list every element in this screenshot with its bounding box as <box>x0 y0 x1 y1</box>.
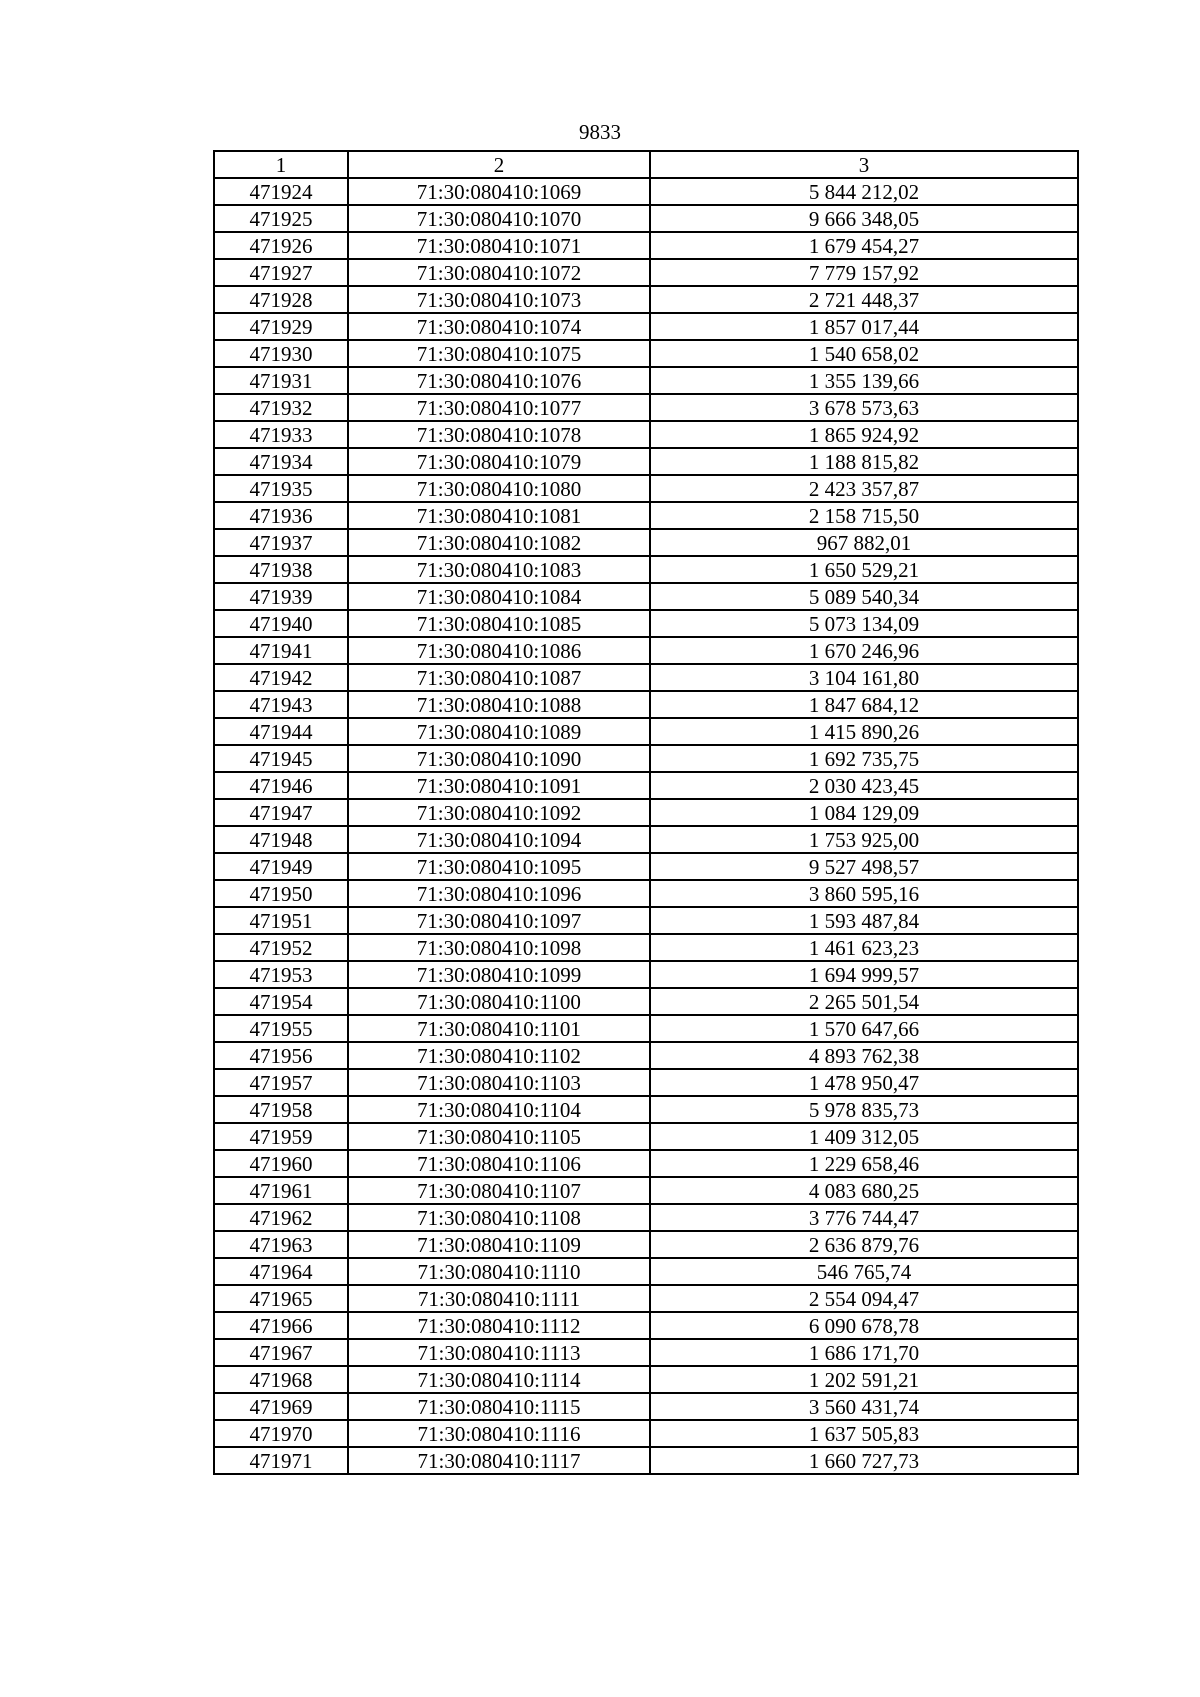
cadastral-number-cell: 71:30:080410:1080 <box>348 475 650 502</box>
record-number-cell: 471967 <box>214 1339 348 1366</box>
record-number-cell: 471929 <box>214 313 348 340</box>
cadastral-number-cell: 71:30:080410:1105 <box>348 1123 650 1150</box>
cadastral-number-cell: 71:30:080410:1110 <box>348 1258 650 1285</box>
value-cell: 1 570 647,66 <box>650 1015 1078 1042</box>
cadastral-number-cell: 71:30:080410:1075 <box>348 340 650 367</box>
record-number-cell: 471925 <box>214 205 348 232</box>
cadastral-number-cell: 71:30:080410:1084 <box>348 583 650 610</box>
value-cell: 1 229 658,46 <box>650 1150 1078 1177</box>
table-row <box>214 556 1078 583</box>
table-row <box>214 1231 1078 1258</box>
cadastral-number-cell: 71:30:080410:1076 <box>348 367 650 394</box>
table-row <box>214 745 1078 772</box>
table-row <box>214 1420 1078 1447</box>
record-number-cell: 471940 <box>214 610 348 637</box>
record-number-cell: 471969 <box>214 1393 348 1420</box>
cadastral-number-cell: 71:30:080410:1079 <box>348 448 650 475</box>
value-cell: 2 030 423,45 <box>650 772 1078 799</box>
record-number-cell: 471960 <box>214 1150 348 1177</box>
cadastral-number-cell: 71:30:080410:1081 <box>348 502 650 529</box>
table-row <box>214 1096 1078 1123</box>
value-cell: 5 089 540,34 <box>650 583 1078 610</box>
table-row <box>214 475 1078 502</box>
cadastral-number-cell: 71:30:080410:1069 <box>348 178 650 205</box>
record-number-cell: 471941 <box>214 637 348 664</box>
cadastral-number-cell: 71:30:080410:1095 <box>348 853 650 880</box>
table-row <box>214 934 1078 961</box>
value-cell: 5 073 134,09 <box>650 610 1078 637</box>
value-cell: 1 660 727,73 <box>650 1447 1078 1474</box>
record-number-cell: 471968 <box>214 1366 348 1393</box>
table-row <box>214 691 1078 718</box>
record-number-cell: 471945 <box>214 745 348 772</box>
record-number-cell: 471966 <box>214 1312 348 1339</box>
table-row <box>214 1366 1078 1393</box>
table-row <box>214 583 1078 610</box>
table-row <box>214 205 1078 232</box>
value-cell: 4 083 680,25 <box>650 1177 1078 1204</box>
cadastral-number-cell: 71:30:080410:1109 <box>348 1231 650 1258</box>
value-cell: 1 847 684,12 <box>650 691 1078 718</box>
cadastral-number-cell: 71:30:080410:1100 <box>348 988 650 1015</box>
cadastral-number-cell: 71:30:080410:1102 <box>348 1042 650 1069</box>
table-row <box>214 637 1078 664</box>
value-cell: 9 527 498,57 <box>650 853 1078 880</box>
value-cell: 2 265 501,54 <box>650 988 1078 1015</box>
record-number-cell: 471965 <box>214 1285 348 1312</box>
table-row <box>214 1069 1078 1096</box>
cadastral-number-cell: 71:30:080410:1083 <box>348 556 650 583</box>
value-cell: 7 779 157,92 <box>650 259 1078 286</box>
value-cell: 546 765,74 <box>650 1258 1078 1285</box>
value-cell: 9 666 348,05 <box>650 205 1078 232</box>
record-number-cell: 471963 <box>214 1231 348 1258</box>
record-number-cell: 471946 <box>214 772 348 799</box>
record-number-cell: 471954 <box>214 988 348 1015</box>
value-cell: 6 090 678,78 <box>650 1312 1078 1339</box>
table-row <box>214 772 1078 799</box>
value-cell: 1 188 815,82 <box>650 448 1078 475</box>
cadastral-number-cell: 71:30:080410:1071 <box>348 232 650 259</box>
record-number-cell: 471959 <box>214 1123 348 1150</box>
value-cell: 1 084 129,09 <box>650 799 1078 826</box>
cadastral-number-cell: 71:30:080410:1103 <box>348 1069 650 1096</box>
cadastral-number-cell: 71:30:080410:1112 <box>348 1312 650 1339</box>
cadastral-number-cell: 71:30:080410:1078 <box>348 421 650 448</box>
cadastral-number-cell: 71:30:080410:1085 <box>348 610 650 637</box>
record-number-cell: 471949 <box>214 853 348 880</box>
record-number-cell: 471961 <box>214 1177 348 1204</box>
cadastral-number-cell: 71:30:080410:1096 <box>348 880 650 907</box>
record-number-cell: 471951 <box>214 907 348 934</box>
record-number-cell: 471957 <box>214 1069 348 1096</box>
record-number-cell: 471950 <box>214 880 348 907</box>
column-header-1: 1 <box>214 151 348 178</box>
cadastral-number-cell: 71:30:080410:1070 <box>348 205 650 232</box>
cadastral-number-cell: 71:30:080410:1111 <box>348 1285 650 1312</box>
data-table <box>213 150 1079 1475</box>
table-row <box>214 313 1078 340</box>
value-cell: 1 478 950,47 <box>650 1069 1078 1096</box>
table-row <box>214 961 1078 988</box>
value-cell: 3 860 595,16 <box>650 880 1078 907</box>
table-row <box>214 718 1078 745</box>
value-cell: 1 415 890,26 <box>650 718 1078 745</box>
value-cell: 2 423 357,87 <box>650 475 1078 502</box>
value-cell: 1 540 658,02 <box>650 340 1078 367</box>
table-row <box>214 1042 1078 1069</box>
table-header-row <box>214 151 1078 178</box>
value-cell: 1 686 171,70 <box>650 1339 1078 1366</box>
record-number-cell: 471926 <box>214 232 348 259</box>
record-number-cell: 471934 <box>214 448 348 475</box>
value-cell: 5 844 212,02 <box>650 178 1078 205</box>
record-number-cell: 471933 <box>214 421 348 448</box>
table-row <box>214 853 1078 880</box>
record-number-cell: 471939 <box>214 583 348 610</box>
record-number-cell: 471964 <box>214 1258 348 1285</box>
record-number-cell: 471971 <box>214 1447 348 1474</box>
table-row <box>214 880 1078 907</box>
record-number-cell: 471943 <box>214 691 348 718</box>
record-number-cell: 471924 <box>214 178 348 205</box>
cadastral-number-cell: 71:30:080410:1098 <box>348 934 650 961</box>
record-number-cell: 471928 <box>214 286 348 313</box>
column-header-2: 2 <box>348 151 650 178</box>
record-number-cell: 471935 <box>214 475 348 502</box>
table-row <box>214 340 1078 367</box>
value-cell: 1 692 735,75 <box>650 745 1078 772</box>
cadastral-number-cell: 71:30:080410:1097 <box>348 907 650 934</box>
cadastral-number-cell: 71:30:080410:1091 <box>348 772 650 799</box>
cadastral-number-cell: 71:30:080410:1108 <box>348 1204 650 1231</box>
table-row <box>214 259 1078 286</box>
value-cell: 3 678 573,63 <box>650 394 1078 421</box>
record-number-cell: 471962 <box>214 1204 348 1231</box>
table-row <box>214 988 1078 1015</box>
value-cell: 1 670 246,96 <box>650 637 1078 664</box>
record-number-cell: 471952 <box>214 934 348 961</box>
cadastral-number-cell: 71:30:080410:1072 <box>348 259 650 286</box>
record-number-cell: 471955 <box>214 1015 348 1042</box>
cadastral-number-cell: 71:30:080410:1107 <box>348 1177 650 1204</box>
column-header-3: 3 <box>650 151 1078 178</box>
value-cell: 1 857 017,44 <box>650 313 1078 340</box>
record-number-cell: 471944 <box>214 718 348 745</box>
value-cell: 1 865 924,92 <box>650 421 1078 448</box>
record-number-cell: 471936 <box>214 502 348 529</box>
table-row <box>214 286 1078 313</box>
record-number-cell: 471953 <box>214 961 348 988</box>
record-number-cell: 471937 <box>214 529 348 556</box>
cadastral-number-cell: 71:30:080410:1104 <box>348 1096 650 1123</box>
table-row <box>214 367 1078 394</box>
cadastral-number-cell: 71:30:080410:1089 <box>348 718 650 745</box>
table-row <box>214 907 1078 934</box>
record-number-cell: 471956 <box>214 1042 348 1069</box>
table-row <box>214 1204 1078 1231</box>
table-row <box>214 529 1078 556</box>
value-cell: 1 753 925,00 <box>650 826 1078 853</box>
record-number-cell: 471938 <box>214 556 348 583</box>
value-cell: 2 158 715,50 <box>650 502 1078 529</box>
table-row <box>214 502 1078 529</box>
table-row <box>214 1393 1078 1420</box>
record-number-cell: 471942 <box>214 664 348 691</box>
cadastral-number-cell: 71:30:080410:1087 <box>348 664 650 691</box>
table-row <box>214 826 1078 853</box>
table-row <box>214 1123 1078 1150</box>
value-cell: 1 355 139,66 <box>650 367 1078 394</box>
table-row <box>214 232 1078 259</box>
value-cell: 5 978 835,73 <box>650 1096 1078 1123</box>
cadastral-number-cell: 71:30:080410:1115 <box>348 1393 650 1420</box>
value-cell: 1 409 312,05 <box>650 1123 1078 1150</box>
table-row <box>214 610 1078 637</box>
record-number-cell: 471927 <box>214 259 348 286</box>
value-cell: 2 721 448,37 <box>650 286 1078 313</box>
record-number-cell: 471947 <box>214 799 348 826</box>
cadastral-number-cell: 71:30:080410:1116 <box>348 1420 650 1447</box>
cadastral-number-cell: 71:30:080410:1094 <box>348 826 650 853</box>
value-cell: 1 202 591,21 <box>650 1366 1078 1393</box>
table-row <box>214 799 1078 826</box>
value-cell: 3 104 161,80 <box>650 664 1078 691</box>
table-row <box>214 394 1078 421</box>
cadastral-number-cell: 71:30:080410:1082 <box>348 529 650 556</box>
value-cell: 2 636 879,76 <box>650 1231 1078 1258</box>
table-row <box>214 421 1078 448</box>
table-row <box>214 1150 1078 1177</box>
cadastral-number-cell: 71:30:080410:1092 <box>348 799 650 826</box>
table-row <box>214 178 1078 205</box>
cadastral-number-cell: 71:30:080410:1090 <box>348 745 650 772</box>
cadastral-number-cell: 71:30:080410:1113 <box>348 1339 650 1366</box>
value-cell: 2 554 094,47 <box>650 1285 1078 1312</box>
record-number-cell: 471931 <box>214 367 348 394</box>
page-number: 9833 <box>579 120 621 144</box>
table-body <box>214 151 1078 1474</box>
table-row <box>214 1339 1078 1366</box>
table-row <box>214 664 1078 691</box>
table-row <box>214 1285 1078 1312</box>
table-row <box>214 1312 1078 1339</box>
record-number-cell: 471930 <box>214 340 348 367</box>
cadastral-number-cell: 71:30:080410:1073 <box>348 286 650 313</box>
table-row <box>214 1258 1078 1285</box>
cadastral-number-cell: 71:30:080410:1099 <box>348 961 650 988</box>
cadastral-number-cell: 71:30:080410:1088 <box>348 691 650 718</box>
record-number-cell: 471970 <box>214 1420 348 1447</box>
value-cell: 3 560 431,74 <box>650 1393 1078 1420</box>
cadastral-number-cell: 71:30:080410:1106 <box>348 1150 650 1177</box>
cadastral-number-cell: 71:30:080410:1074 <box>348 313 650 340</box>
record-number-cell: 471948 <box>214 826 348 853</box>
table-row <box>214 1177 1078 1204</box>
value-cell: 967 882,01 <box>650 529 1078 556</box>
cadastral-number-cell: 71:30:080410:1101 <box>348 1015 650 1042</box>
cadastral-number-cell: 71:30:080410:1117 <box>348 1447 650 1474</box>
value-cell: 1 679 454,27 <box>650 232 1078 259</box>
cadastral-number-cell: 71:30:080410:1086 <box>348 637 650 664</box>
value-cell: 4 893 762,38 <box>650 1042 1078 1069</box>
value-cell: 1 593 487,84 <box>650 907 1078 934</box>
value-cell: 3 776 744,47 <box>650 1204 1078 1231</box>
value-cell: 1 694 999,57 <box>650 961 1078 988</box>
value-cell: 1 637 505,83 <box>650 1420 1078 1447</box>
record-number-cell: 471932 <box>214 394 348 421</box>
cadastral-number-cell: 71:30:080410:1077 <box>348 394 650 421</box>
value-cell: 1 461 623,23 <box>650 934 1078 961</box>
table-row <box>214 448 1078 475</box>
cadastral-number-cell: 71:30:080410:1114 <box>348 1366 650 1393</box>
value-cell: 1 650 529,21 <box>650 556 1078 583</box>
record-number-cell: 471958 <box>214 1096 348 1123</box>
table-row <box>214 1015 1078 1042</box>
table-row <box>214 1447 1078 1474</box>
